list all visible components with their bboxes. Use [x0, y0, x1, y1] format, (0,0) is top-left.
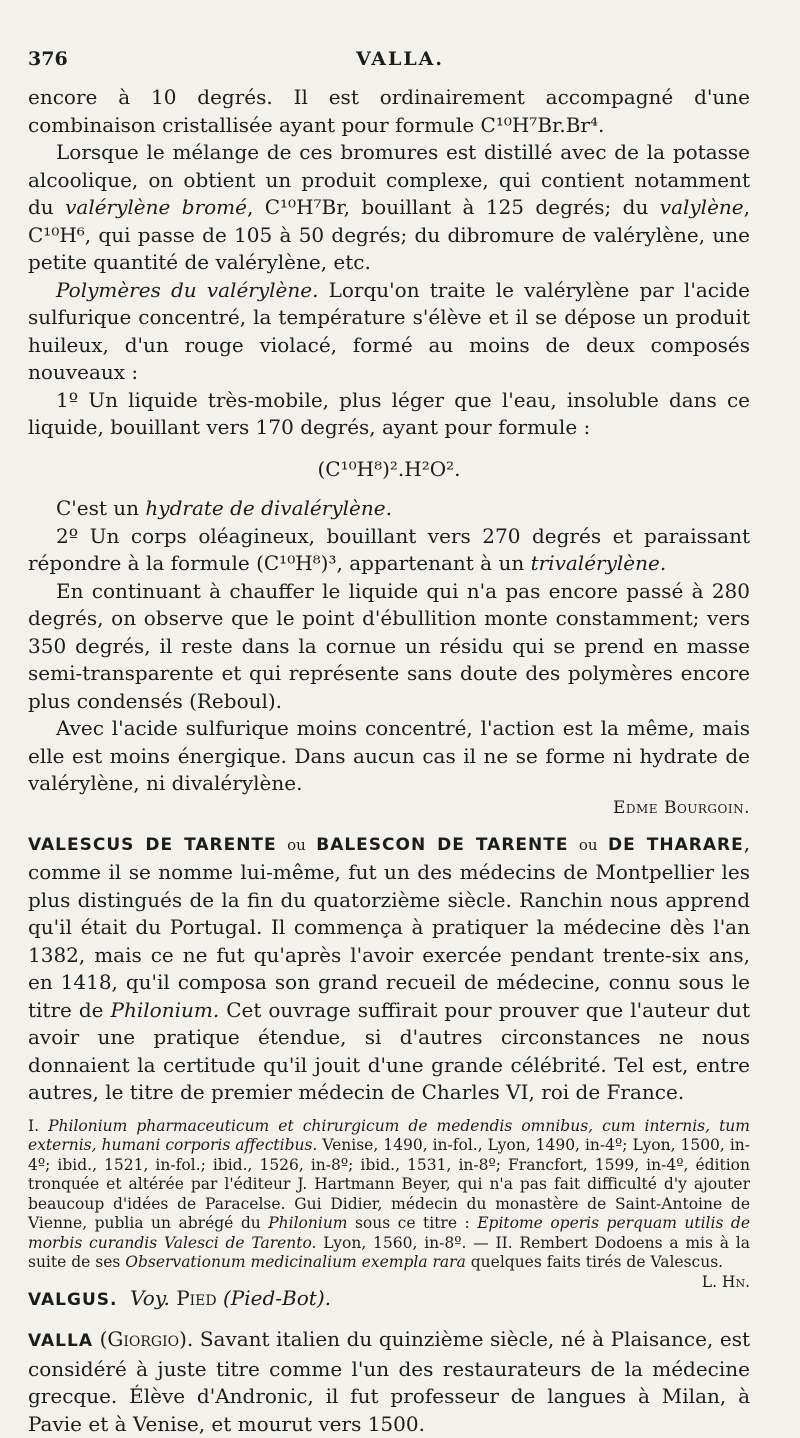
note-signature: L. Hn. [701, 1272, 750, 1291]
entry-heading: VALLA [28, 1331, 93, 1351]
cross-ref-target: Pied [176, 1285, 217, 1310]
text-span: quelques faits tirés de Valescus. [465, 1253, 724, 1271]
term-hydrate: hydrate de divalérylène. [145, 496, 392, 520]
section-title-polymeres: Polymères du valérylène. [56, 277, 319, 302]
valerylene-para-2 [28, 139, 750, 277]
oily-body-para [28, 523, 750, 578]
text-span: Venise, 1490, in-fol., Lyon, 1490, in-4º; Lyon, 1500, in-4º; ibid., 1521, in-fol.; ibid., 1526, in-8º; ibid., 1531, in-8º; Francfort, 1599, in-4º, édition tronquée et altérée par l'éditeur J. Hartmann Beyer, qui n'a pas fait difficulté d'y ajouter beaucoup d'idées de Paracelse. Gui Didier, médecin du monastère de Saint-Antoine de Vienne, publia un abrégé du [28, 1136, 750, 1232]
entry-heading: BALESCON DE TARENTE [316, 834, 569, 855]
work-title: Epitome operis perquam utilis de morbis curandis Valesci de Tarento. [28, 1214, 750, 1252]
valgus-entry [28, 1285, 750, 1315]
work-title: Philonium pharmaceuticum et chirurgicum de medendis omnibus, cum internis, tum externis, humani corporis affectibus. [28, 1116, 750, 1154]
text-span: 2º Un corps oléagineux, bouillant vers 270 degrés et paraissant répondre à la formule (C¹⁰H⁸)³, appartenant à un [28, 523, 750, 575]
main-column [28, 84, 750, 1438]
work-title: Observationum medicinalium exempla rara [125, 1253, 466, 1271]
text-span: Lyon, 1560, in-8º. — II. Rembert Dodoens a mis à la suite de ses [28, 1233, 750, 1271]
entry-heading: VALESCUS DE TARENTE [28, 834, 277, 855]
given-name: (Giorgio). [99, 1327, 194, 1351]
term-valerylene-brome: valérylène bromé [65, 195, 247, 219]
text-span: Cet ouvrage suffirait pour prouver que l'auteur dut avoir une pratique étendue, si d'autres circonstances ne nous donnaient la certitude qu'il jouit d'une grande célébrité. Tel est, entre autres, le titre de premier médecin de Charles VI, roi de France. [28, 997, 750, 1104]
spacer [28, 818, 750, 830]
text-span: sous ce titre : [347, 1214, 478, 1232]
hydrate-para [28, 495, 750, 523]
sulfuric-para: Avec l'acide sulfurique moins concentré, l'action est la même, mais elle est moins énergique. Dans aucun cas il ne se forme ni hydrate de valérylène, ni divalérylène. [28, 716, 750, 795]
text-span: Savant italien du quinzième siècle, né à Plaisance, est considéré à juste titre comme l'un des restaurateurs de la médecine grecque. Élève d'Andronic, il fut professeur de langues à Milan, à Pavie et à Venise, et mourut vers 1500. [28, 1327, 750, 1436]
entry-heading: DE THARARE [608, 834, 744, 855]
running-title: VALLA. [355, 48, 445, 70]
entry-heading: VALGUS. [28, 1289, 118, 1310]
text-span: , C¹⁰H⁷Br, bouillant à 125 degrés; du [246, 195, 660, 219]
text-span: I. [28, 1116, 49, 1135]
text-span: C'est un [56, 496, 146, 520]
chemical-formula: (C¹⁰H⁸)².H²O². [317, 456, 461, 481]
text-span: Lorsque le mélange de ces bromures est distillé avec de la potasse alcoolique, on obtient un produit complexe, qui contient notamment du [28, 140, 750, 219]
cross-ref-voy: Voy. [130, 1285, 170, 1310]
text-span: , comme il se nomme lui-même, fut un des médecins de Montpellier les plus distingués de la fin du quatorzième siècle. Ranchin nous apprend qu'il était du Portugal. Il commença à pratiquer la médecine dès l'an 1382, mais ce ne fut qu'après l'avoir exercée pendant trente-six ans, en 1418, qu'il composa son grand recueil de médecine, connu sous le titre de [28, 830, 751, 1022]
author-signature: Edme Bourgoin. [612, 797, 750, 818]
polymeres-para [28, 277, 750, 387]
term-valylene: valylène [659, 195, 744, 219]
spacer [28, 1314, 750, 1326]
text-span: , C¹⁰H⁶, qui passe de 105 à 50 degrés; du dibromure de valérylène, une petite quantité de valérylène, etc. [28, 195, 750, 274]
valescus-entry [28, 830, 750, 1107]
valerylene-para-1: encore à 10 degrés. Il est ordinairement accompagné d'une combinaison cristallisée ayant pour formule C¹⁰H⁷Br.Br⁴. [28, 85, 750, 137]
bibliography-notes [28, 1116, 750, 1291]
valla-entry [28, 1326, 750, 1438]
term-trivalerylene: trivalérylène. [530, 551, 667, 575]
connector-word: ou [287, 835, 306, 854]
cross-ref-subtarget: (Pied-Bot). [222, 1285, 331, 1310]
spacer [28, 1273, 750, 1285]
text-span: Lorqu'on traite le valérylène par l'acide sulfurique concentré, la température s'élève et il se dépose un produit huileux, d'un rouge violacé, formé au moins de deux composés nouveaux : [28, 277, 750, 384]
page-header [28, 48, 772, 76]
page-number: 376 [28, 48, 68, 70]
connector-word: ou [578, 835, 598, 854]
liquid-para: 1º Un liquide très-mobile, plus léger que l'eau, insoluble dans ce liquide, bouillant vers 170 degrés, ayant pour formule : [28, 387, 750, 439]
heating-para: En continuant à chauffer le liquide qui n'a pas encore passé à 280 degrés, on observe que le point d'ébullition monte constamment; vers 350 degrés, il reste dans la cornue un résidu qui se prend en masse semi-transparente et qui représente sans doute des polymères encore plus condensés (Reboul). [28, 578, 750, 713]
work-title: Philonium [268, 1214, 348, 1232]
work-title: Philonium. [110, 997, 220, 1022]
